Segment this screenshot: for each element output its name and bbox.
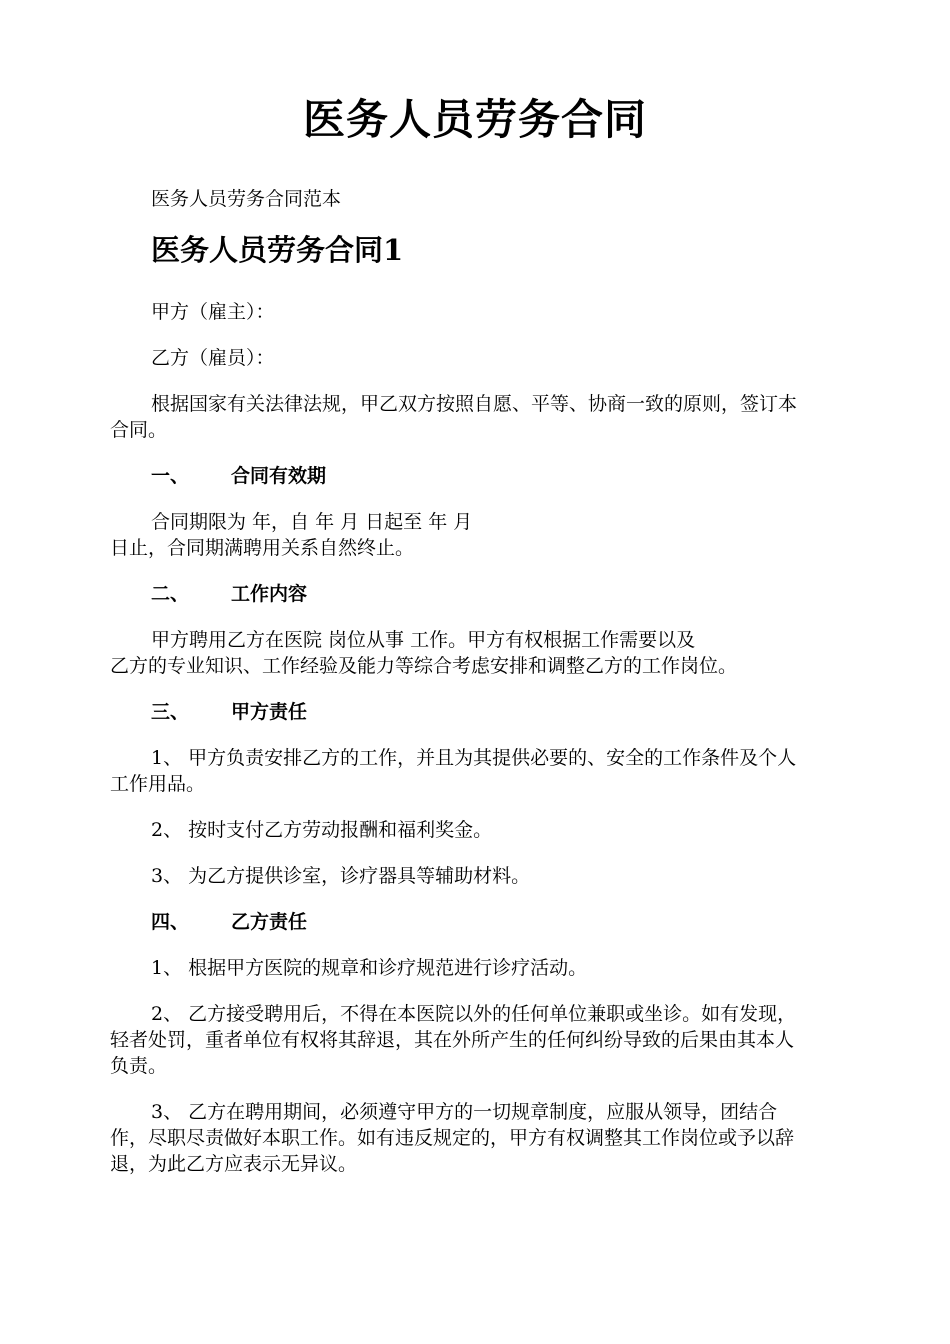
section-number: 四、: [151, 911, 190, 933]
section-4-item-2-line-1: 2、 乙方接受聘用后，不得在本医院以外的任何单位兼职或坐诊。如有发现，: [151, 1003, 797, 1025]
section-title: 合同有效期: [231, 465, 327, 487]
section-4-item-2: [110, 1001, 842, 1079]
intro-line-1: 根据国家有关法律法规，甲乙双方按照自愿、平等、协商一致的原则，签订本: [151, 393, 798, 415]
section-3-item-2-line: 2、 按时支付乙方劳动报酬和福利奖金。: [151, 819, 493, 841]
section-4-item-3: [110, 1099, 842, 1177]
party-b-line: 乙方（雇员）：: [151, 347, 275, 369]
section-1-paragraph: [110, 509, 842, 561]
section-4-item-2-line-3: 负责。: [110, 1055, 168, 1077]
section-4-item-1-line: 1、 根据甲方医院的规章和诊疗规范进行诊疗活动。: [151, 957, 588, 979]
section-number: 二、: [151, 583, 190, 605]
section-1-line-2: 日止，合同期满聘用关系自然终止。: [110, 537, 415, 559]
section-heading-2: [151, 581, 307, 607]
document-title: 医务人员劳务合同: [302, 95, 647, 144]
section-title: 甲方责任: [231, 701, 308, 723]
section-1-line-1: 合同期限为 年，自 年 月 日起至 年 月: [151, 511, 473, 533]
section-3-item-1: [110, 745, 842, 797]
section-2-paragraph: [110, 627, 842, 679]
section-4-item-3-line-3: 退，为此乙方应表示无异议。: [110, 1153, 358, 1175]
party-a-line: 甲方（雇主）：: [151, 301, 275, 323]
section-number: 三、: [151, 701, 190, 723]
section-3-item-3: [110, 863, 842, 889]
section-heading-1: [151, 463, 326, 489]
section-3-item-2: [110, 817, 842, 843]
document-subtitle: 医务人员劳务合同范本: [151, 188, 342, 210]
section-heading-3: [151, 699, 307, 725]
section-number: 一、: [151, 465, 190, 487]
section-4-item-2-line-2: 轻者处罚，重者单位有权将其辞退，其在外所产生的任何纠纷导致的后果由其本人: [110, 1029, 795, 1051]
intro-line-2: 合同。: [110, 419, 168, 441]
section-4-item-3-line-2: 作，尽职尽责做好本职工作。如有违反规定的，甲方有权调整其工作岗位或予以辞: [110, 1127, 795, 1149]
section-3-item-1-line-2: 工作用品。: [110, 773, 206, 795]
section-heading-4: [151, 909, 307, 935]
section-title: 工作内容: [231, 583, 308, 605]
section-2-line-1: 甲方聘用乙方在医院 岗位从事 工作。甲方有权根据工作需要以及: [151, 629, 696, 651]
section-4-item-1: [110, 955, 842, 981]
section-2-line-2: 乙方的专业知识、工作经验及能力等综合考虑安排和调整乙方的工作岗位。: [110, 655, 738, 677]
contract-heading: 医务人员劳务合同1: [151, 233, 404, 267]
section-title: 乙方责任: [231, 911, 308, 933]
intro-paragraph: [110, 391, 842, 443]
section-3-item-1-line-1: 1、 甲方负责安排乙方的工作，并且为其提供必要的、安全的工作条件及个人: [151, 747, 797, 769]
section-4-item-3-line-1: 3、 乙方在聘用期间，必须遵守甲方的一切规章制度，应服从领导，团结合: [151, 1101, 778, 1123]
section-3-item-3-line: 3、 为乙方提供诊室，诊疗器具等辅助材料。: [151, 865, 531, 887]
